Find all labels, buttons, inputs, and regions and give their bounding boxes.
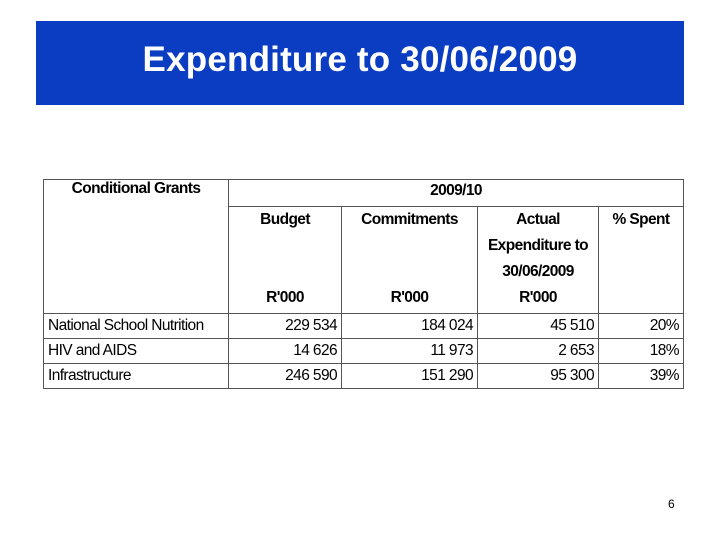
row-pct-spent: 20% [599,314,684,339]
header-actual-expenditure [478,207,599,314]
title-banner [36,21,684,105]
page-number: 6 [668,497,675,511]
header-row-columns [44,207,684,314]
conditional-grants-table-container [43,179,684,389]
table-row [44,364,684,389]
conditional-grants-table [43,179,684,389]
row-name: National School Nutrition [44,314,229,339]
header-budget-label: Budget [260,211,310,228]
row-pct-spent: 18% [599,339,684,364]
header-commitments-label: Commitments [361,211,458,228]
header-conditional-grants-label: Conditional Grants [71,180,201,197]
header-actual-line-2: Expenditure to [487,237,589,254]
row-commitments: 184 024 [342,314,478,339]
row-name: HIV and AIDS [44,339,229,364]
header-actual-unit: R'000 [519,289,557,306]
header-actual-line-3: 30/06/2009 [502,263,574,280]
table-row [44,314,684,339]
row-actual: 2 653 [478,339,599,364]
header-period [229,180,684,207]
row-budget: 229 534 [229,314,342,339]
row-name: Infrastructure [44,364,229,389]
row-commitments: 151 290 [342,364,478,389]
row-pct-spent: 39% [599,364,684,389]
header-pct-spent-label: % Spent [612,211,670,228]
header-commitments [342,207,478,314]
row-budget: 14 626 [229,339,342,364]
header-actual-line-1: Actual [516,211,560,228]
header-commitments-unit: R'000 [390,289,429,306]
table-row [44,339,684,364]
header-period-label: 2009/10 [430,182,482,199]
row-actual: 95 300 [478,364,599,389]
slide-title: Expenditure to 30/06/2009 [142,40,578,79]
row-budget: 246 590 [229,364,342,389]
header-empty-cell [44,207,229,314]
header-budget-unit: R'000 [266,289,304,306]
row-commitments: 11 973 [342,339,478,364]
header-pct-spent [599,207,684,314]
header-conditional-grants [44,180,229,207]
header-budget [229,207,342,314]
header-row-period [44,180,684,207]
row-actual: 45 510 [478,314,599,339]
